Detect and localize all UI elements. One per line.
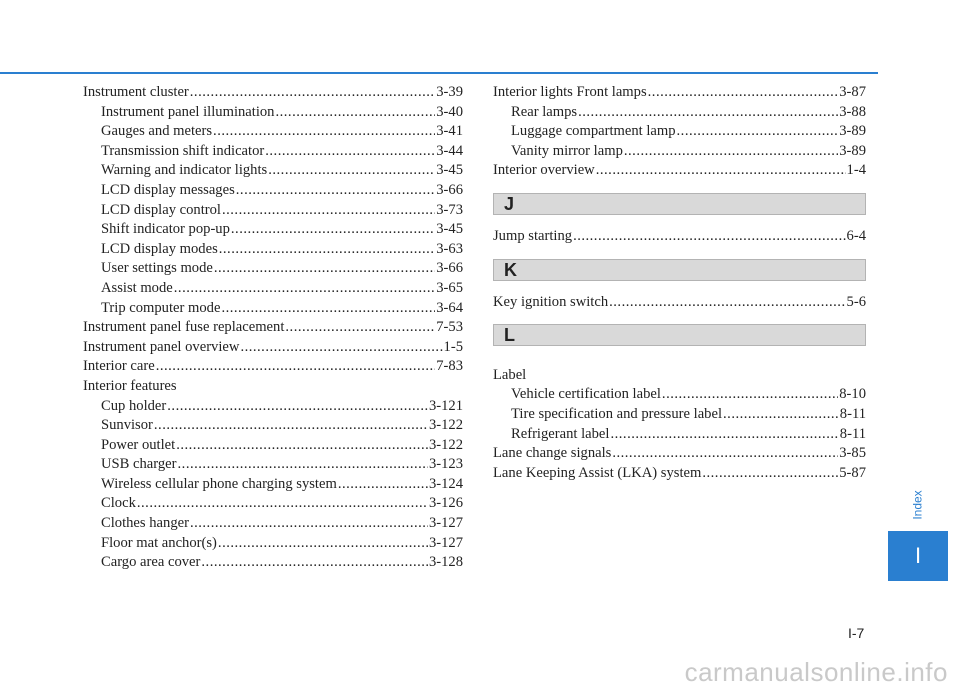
entry-page: 3-45 <box>436 162 463 179</box>
entry-page: 3-40 <box>436 103 463 120</box>
index-entry <box>83 534 463 554</box>
dot-leader <box>221 299 435 319</box>
entry-label: LCD display messages <box>101 181 235 198</box>
dot-leader <box>573 227 845 247</box>
watermark: carmanualsonline.info <box>684 656 948 687</box>
entry-page: 3-87 <box>839 84 866 100</box>
entry-page: 3-122 <box>428 417 463 434</box>
entry-page: 5-6 <box>846 293 866 310</box>
index-entry <box>83 416 463 436</box>
index-entry <box>493 103 866 123</box>
entry-label: Interior lights Front lamps <box>493 84 647 100</box>
dot-leader <box>275 103 435 123</box>
entry-page: 3-39 <box>436 84 463 100</box>
entry-page: 3-63 <box>436 240 463 257</box>
section-j-entries <box>493 227 866 247</box>
dot-leader <box>190 514 428 534</box>
dot-leader <box>201 553 428 573</box>
entry-label: Instrument panel illumination <box>101 103 275 120</box>
entry-page: 3-88 <box>839 103 866 120</box>
index-column-right <box>493 83 866 483</box>
entry-label: Lane change signals <box>493 445 612 462</box>
dot-leader <box>240 338 442 358</box>
index-column-left <box>83 83 463 573</box>
entry-label: Assist mode <box>101 279 173 296</box>
entry-label: Trip computer mode <box>101 299 221 316</box>
entry-label: Instrument panel overview <box>83 338 240 355</box>
side-tab-letter: I <box>888 531 948 581</box>
entry-label: Key ignition switch <box>493 293 609 310</box>
index-entry <box>83 377 463 397</box>
dot-leader <box>156 357 436 377</box>
dot-leader <box>236 181 435 201</box>
entry-label: Lane Keeping Assist (LKA) system <box>493 464 702 481</box>
entry-label: Warning and indicator lights <box>101 162 268 179</box>
dot-leader <box>662 385 838 405</box>
entry-label: Cargo area cover <box>101 554 201 571</box>
entry-label: Instrument panel fuse replacement <box>83 319 285 336</box>
entry-label: LCD display modes <box>101 240 218 257</box>
index-entry <box>493 385 866 405</box>
index-entry <box>83 553 463 573</box>
entry-label: Interior features <box>83 377 177 394</box>
dot-leader <box>265 142 435 162</box>
dot-leader <box>154 416 428 436</box>
dot-leader <box>609 293 845 313</box>
index-entry <box>493 464 866 484</box>
index-entry <box>83 103 463 123</box>
dot-leader <box>677 122 839 142</box>
side-tab-label: Index <box>910 490 925 520</box>
page-number: I-7 <box>848 625 865 641</box>
index-entry <box>83 318 463 338</box>
dot-leader <box>723 405 839 425</box>
index-entry <box>83 455 463 475</box>
dot-leader <box>219 240 435 260</box>
entry-page: 6-4 <box>846 227 866 244</box>
entry-page: 3-127 <box>428 515 463 532</box>
dot-leader <box>167 397 428 417</box>
entry-page: 3-73 <box>436 201 463 218</box>
entry-page: 3-65 <box>436 279 463 296</box>
entry-page: 3-85 <box>839 445 866 462</box>
entry-page: 3-66 <box>436 181 463 198</box>
index-entry <box>83 142 463 162</box>
index-entry <box>83 240 463 260</box>
entry-label: Power outlet <box>101 436 176 453</box>
dot-leader <box>624 142 838 162</box>
entry-label: Luggage compartment lamp <box>511 123 676 140</box>
entry-page: 3-44 <box>436 142 463 159</box>
dot-leader <box>268 161 435 181</box>
entry-label: Cup holder <box>101 397 167 414</box>
entry-label: Rear lamps <box>511 103 578 120</box>
index-entry <box>493 83 866 103</box>
entry-page: 3-128 <box>428 554 463 571</box>
index-entry <box>83 397 463 417</box>
entry-label: Tire specification and pressure label <box>511 405 723 422</box>
dot-leader <box>213 122 435 142</box>
entry-label: USB charger <box>101 456 177 473</box>
dot-leader <box>612 444 838 464</box>
entry-label: Interior overview <box>493 162 595 179</box>
dot-leader <box>174 279 435 299</box>
index-entry <box>493 122 866 142</box>
section-j-bar: J <box>493 193 866 215</box>
dot-leader <box>190 83 435 103</box>
entry-label: Vanity mirror lamp <box>511 142 623 159</box>
index-entry <box>83 494 463 514</box>
entry-page: 3-121 <box>428 397 463 414</box>
index-entry <box>493 142 866 162</box>
index-entry <box>493 425 866 445</box>
entry-label: Sunvisor <box>101 417 153 434</box>
dot-leader <box>285 318 435 338</box>
index-entry <box>83 122 463 142</box>
index-entry <box>83 201 463 221</box>
dot-leader <box>648 83 839 103</box>
index-entry <box>493 161 866 181</box>
entry-page: 3-89 <box>839 123 866 140</box>
entry-page: 3-89 <box>839 142 866 159</box>
index-entry <box>83 181 463 201</box>
entry-label: LCD display control <box>101 201 221 218</box>
section-k-entries <box>493 293 866 313</box>
dot-leader <box>231 220 435 240</box>
entry-label: Interior care <box>83 358 155 375</box>
entry-page: 3-41 <box>436 123 463 140</box>
entry-label: Gauges and meters <box>101 123 213 140</box>
index-entry <box>493 227 866 247</box>
index-entry <box>83 220 463 240</box>
index-entry <box>493 444 866 464</box>
dot-leader <box>214 259 435 279</box>
entry-page: 3-126 <box>428 495 463 512</box>
dot-leader <box>338 475 428 495</box>
entry-label: Refrigerant label <box>511 425 610 442</box>
top-rule <box>0 72 878 74</box>
index-entry <box>83 436 463 456</box>
index-entry <box>83 475 463 495</box>
index-entry <box>83 161 463 181</box>
entry-page: 8-10 <box>839 386 866 403</box>
index-entry <box>83 259 463 279</box>
section-k-bar: K <box>493 259 866 281</box>
entry-label: Instrument cluster <box>83 84 189 100</box>
dot-leader <box>218 534 428 554</box>
dot-leader <box>578 103 838 123</box>
index-entry <box>83 299 463 319</box>
dot-leader <box>137 494 428 514</box>
entry-page: 1-4 <box>846 162 866 179</box>
entry-page: 8-11 <box>839 405 866 422</box>
index-entry <box>493 405 866 425</box>
entry-page: 5-87 <box>839 464 866 481</box>
dot-leader <box>178 455 428 475</box>
entry-page: 7-53 <box>436 319 463 336</box>
entry-page: 3-64 <box>436 299 463 316</box>
right-top-entries <box>493 83 866 181</box>
entry-page: 3-123 <box>428 456 463 473</box>
entry-page: 3-122 <box>428 436 463 453</box>
dot-leader <box>176 436 428 456</box>
entry-label: Clock <box>101 495 136 512</box>
entry-label: Jump starting <box>493 227 573 244</box>
entry-label: User settings mode <box>101 260 213 277</box>
entry-page: 3-66 <box>436 260 463 277</box>
entry-page: 1-5 <box>443 338 463 355</box>
dot-leader <box>596 161 846 181</box>
entry-label: Shift indicator pop-up <box>101 221 230 238</box>
section-l-entries <box>493 385 866 483</box>
entry-label: Transmission shift indicator <box>101 142 265 159</box>
dot-leader <box>610 425 838 445</box>
entry-label: Clothes hanger <box>101 515 189 532</box>
section-l-bar: L <box>493 324 866 346</box>
index-entry <box>83 279 463 299</box>
index-entry <box>83 338 463 358</box>
entry-page: 7-83 <box>436 358 463 375</box>
dot-leader <box>222 201 435 221</box>
index-entry <box>493 293 866 313</box>
entry-page: 3-127 <box>428 534 463 551</box>
entry-label: Floor mat anchor(s) <box>101 534 217 551</box>
dot-leader <box>702 464 838 484</box>
entry-page: 3-45 <box>436 221 463 238</box>
label-heading: Label <box>493 366 527 383</box>
entry-label: Wireless cellular phone charging system <box>101 475 337 492</box>
index-entry <box>83 514 463 534</box>
entry-page: 3-124 <box>428 475 463 492</box>
entry-label: Vehicle certification label <box>511 386 661 403</box>
index-entry <box>83 83 463 103</box>
entry-page: 8-11 <box>839 425 866 442</box>
index-entry <box>83 357 463 377</box>
